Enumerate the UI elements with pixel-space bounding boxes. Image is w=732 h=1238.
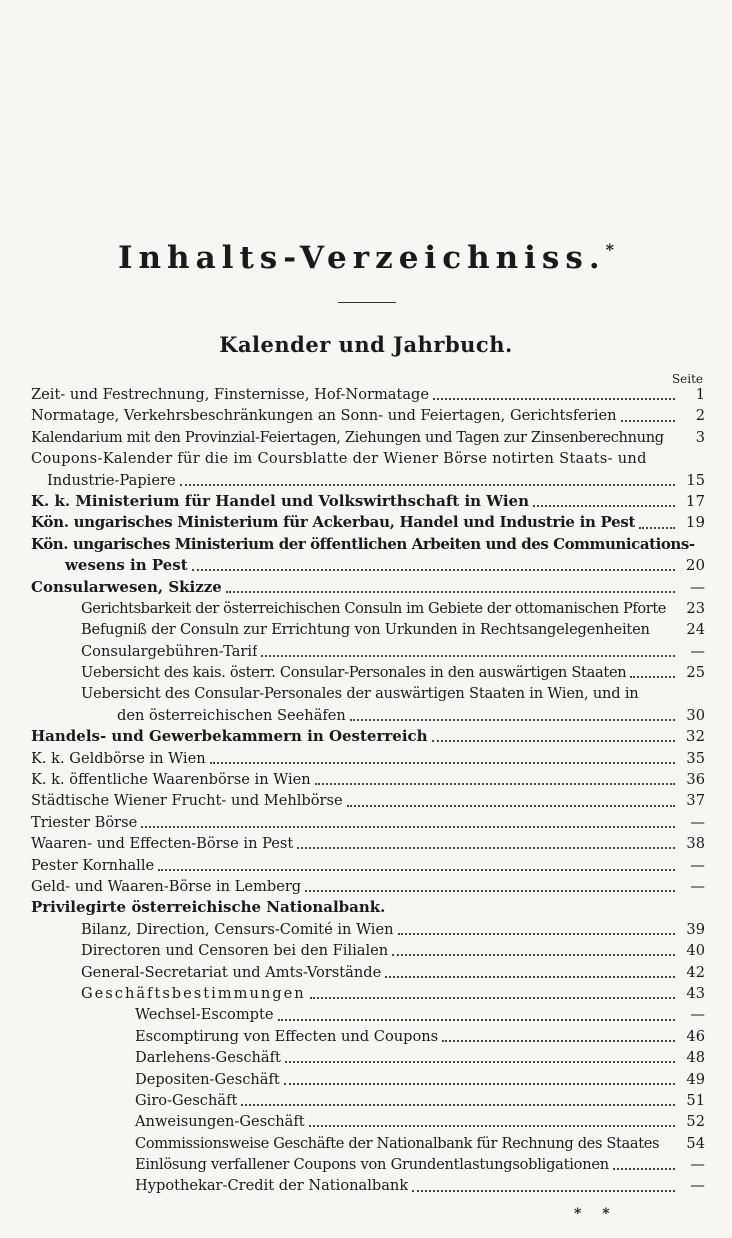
toc-entry [31,919,705,940]
toc-entry-page: 42 [686,963,705,981]
toc-entry-title: Giro-Geschäft [135,1091,238,1109]
leader-dots [158,868,675,871]
toc-entry [31,534,705,555]
toc-entry [31,405,705,426]
toc-entry [31,384,705,405]
leader-dots [639,526,675,529]
toc-entry-page: — [690,1177,705,1195]
toc-entry-page: 38 [686,835,705,853]
leader-dots [310,996,675,999]
toc-entry-title: K. k. öffentliche Waarenbörse in Wien [31,771,311,789]
leader-dots [392,953,675,956]
toc-entry-page: — [690,813,705,831]
page-title [0,240,732,276]
toc-entry-title: Geschäftsbestimmungen [81,984,306,1002]
leader-dots [261,654,675,657]
toc-entry [31,897,705,918]
toc-entry-title: Triester Börse [31,813,138,831]
toc-entry [31,769,705,790]
toc-entry [31,1175,705,1196]
toc-entry [31,983,705,1004]
toc-entry-page: 48 [686,1049,705,1067]
toc-entry-page: 19 [685,513,705,532]
toc-entry-page: 3 [695,428,705,446]
toc-entry-title: Normatage, Verkehrsbeschränkungen an Sonn- und Feiertagen, Gerichtsferien [31,407,617,425]
toc-entry [31,598,705,619]
toc-entry [31,833,705,854]
toc-entry [31,812,705,833]
leader-dots [285,1060,675,1063]
toc-entry-title: Consularwesen, Skizze [31,577,222,596]
table-of-contents [31,384,705,1197]
toc-entry [31,1026,705,1047]
toc-entry-page: 35 [686,749,705,767]
leader-dots [412,1189,675,1192]
toc-entry-page: 37 [686,792,705,810]
leader-dots [141,825,675,828]
leader-dots [278,1018,675,1021]
toc-entry-title: Uebersicht des kais. österr. Consular-Personales in den auswärtigen Staaten [81,664,627,682]
toc-entry [31,448,705,469]
toc-entry [31,427,705,448]
leader-dots [241,1103,675,1106]
leader-dots [621,419,675,422]
leader-dots [613,1167,675,1170]
leader-dots [350,718,675,721]
leader-dots [192,568,675,571]
toc-entry-page: 39 [686,920,705,938]
toc-entry-title: Gerichtsbarkeit der österreichischen Consuln im Gebiete der ottomanischen Pforte [81,599,667,617]
toc-entry-page: — [690,1156,705,1174]
toc-entry-page: 52 [686,1113,705,1131]
toc-entry-title: Kalendarium mit den Provinzial-Feiertagen, Ziehungen und Tagen zur Zinsenberechnung [31,428,664,446]
toc-entry-page: 49 [686,1070,705,1088]
toc-entry [31,470,705,491]
title-divider [338,302,396,303]
toc-entry [31,491,705,512]
leader-dots [309,1124,675,1127]
toc-entry [31,641,705,662]
toc-entry-page: 43 [686,984,705,1002]
toc-entry-page: 40 [686,942,705,960]
toc-entry-title: Directoren und Censoren bei den Filialen [81,942,389,960]
toc-entry-title: Pester Kornhalle [31,856,155,874]
toc-entry [31,577,705,598]
toc-entry-title: Kön. ungarisches Ministerium für Ackerbau, Handel und Industrie in Pest [31,513,636,532]
toc-entry-title: Hypothekar-Credit der Nationalbank [135,1177,409,1195]
toc-entry [31,790,705,811]
toc-entry [31,940,705,961]
toc-entry-page: 17 [685,491,705,510]
toc-entry-page: 1 [695,386,705,403]
toc-entry [31,662,705,683]
toc-entry [31,1154,705,1175]
toc-entry-title: Coupons-Kalender für die im Coursblatte der Wiener Börse notirten Staats- und [31,450,647,468]
toc-entry-page: 36 [686,771,705,789]
toc-entry-title: Befugniß der Consuln zur Errichtung von Urkunden in Rechtsangelegenheiten [81,621,650,639]
toc-entry-title: wesens in Pest [65,556,188,575]
section-heading: Kalender und Jahrbuch. [219,332,513,357]
toc-entry-title: K. k. Geldbörse in Wien [31,749,206,767]
toc-entry-title: Waaren- und Effecten-Börse in Pest [31,835,294,853]
toc-entry [31,555,705,576]
leader-dots [347,804,675,807]
toc-entry-page: — [690,642,705,660]
toc-entry-title: Industrie-Papiere [47,471,176,489]
toc-entry [31,1069,705,1090]
leader-dots [630,675,675,678]
title-footnote-mark: * [605,240,614,259]
leader-dots [533,504,675,507]
leader-dots [210,761,675,764]
leader-dots [433,397,675,400]
leader-dots [398,932,675,935]
toc-entry [31,1133,705,1154]
leader-dots [305,889,675,892]
toc-entry-title: Zeit- und Festrechnung, Finsternisse, Hof-Normatage [31,386,430,403]
toc-entry-title: Darlehens-Geschäft [135,1049,281,1067]
toc-entry [31,1090,705,1111]
toc-entry-title: Geld- und Waaren-Börse in Lemberg [31,877,302,895]
toc-entry-title: Städtische Wiener Frucht- und Mehlbörse [31,792,343,810]
toc-entry-page: — [690,856,705,874]
toc-entry [31,705,705,726]
toc-entry-page: 46 [686,1027,705,1045]
toc-entry-title: Consulargebühren-Tarif [81,642,258,660]
toc-entry-title: Anweisungen-Geschäft [135,1113,305,1131]
leader-dots [226,590,675,593]
toc-entry [31,855,705,876]
toc-entry-page: 51 [686,1091,705,1109]
toc-entry-page: 30 [686,706,705,724]
toc-entry-title: Commissionsweise Geschäfte der Nationalbank für Rechnung des Staates [135,1134,660,1152]
toc-entry-title: Wechsel-Escompte [135,1006,274,1024]
toc-entry-page: — [690,877,705,895]
toc-entry-page: — [690,577,705,596]
toc-entry-page: 54 [686,1134,705,1152]
toc-entry [31,748,705,769]
toc-entry-page: 25 [686,664,705,682]
toc-entry-title: General-Secretariat und Amts-Vorstände [81,963,382,981]
leader-dots [297,846,675,849]
toc-entry-page: 2 [695,407,705,425]
toc-entry-title: Uebersicht des Consular-Personales der auswärtigen Staaten in Wien, und in [81,685,639,703]
toc-entry-title: K. k. Ministerium für Handel und Volkswirthschaft in Wien [31,491,530,510]
leader-dots [442,1039,675,1042]
toc-entry-page: 32 [685,727,705,746]
toc-entry-page: 15 [686,471,705,489]
toc-entry-page: 20 [685,556,705,575]
leader-dots [432,739,675,742]
toc-entry-title: Privilegirte österreichische Nationalbank. [31,898,386,917]
toc-entry [31,683,705,704]
toc-entry-page: 24 [686,621,705,639]
toc-entry [31,876,705,897]
toc-entry [31,512,705,533]
toc-entry-title: Escomptirung von Effecten und Coupons [135,1027,439,1045]
leader-dots [180,483,675,486]
page-column-label: Seite [671,372,703,386]
leader-dots [284,1082,675,1085]
toc-entry [31,726,705,747]
toc-entry-page: 23 [686,599,705,617]
toc-entry-title: Einlösung verfallener Coupons von Grundentlastungsobligationen [135,1156,609,1174]
toc-entry-title: Kön. ungarisches Ministerium der öffentlichen Arbeiten und des Communications- [31,534,695,553]
footer-ornament: * * [574,1206,618,1222]
toc-entry [31,962,705,983]
leader-dots [385,975,675,978]
title-text: Inhalts-Verzeichniss. [118,240,606,276]
toc-entry-title: Bilanz, Direction, Censurs-Comité in Wien [81,920,394,938]
toc-entry [31,1047,705,1068]
toc-entry-title: Handels- und Gewerbekammern in Oesterreich [31,727,428,746]
leader-dots [315,782,675,785]
toc-entry [31,1004,705,1025]
toc-entry-page: — [690,1006,705,1024]
toc-entry [31,1111,705,1132]
toc-entry [31,619,705,640]
toc-entry-title: Depositen-Geschäft [135,1070,280,1088]
toc-entry-title: den österreichischen Seehäfen [117,706,346,724]
